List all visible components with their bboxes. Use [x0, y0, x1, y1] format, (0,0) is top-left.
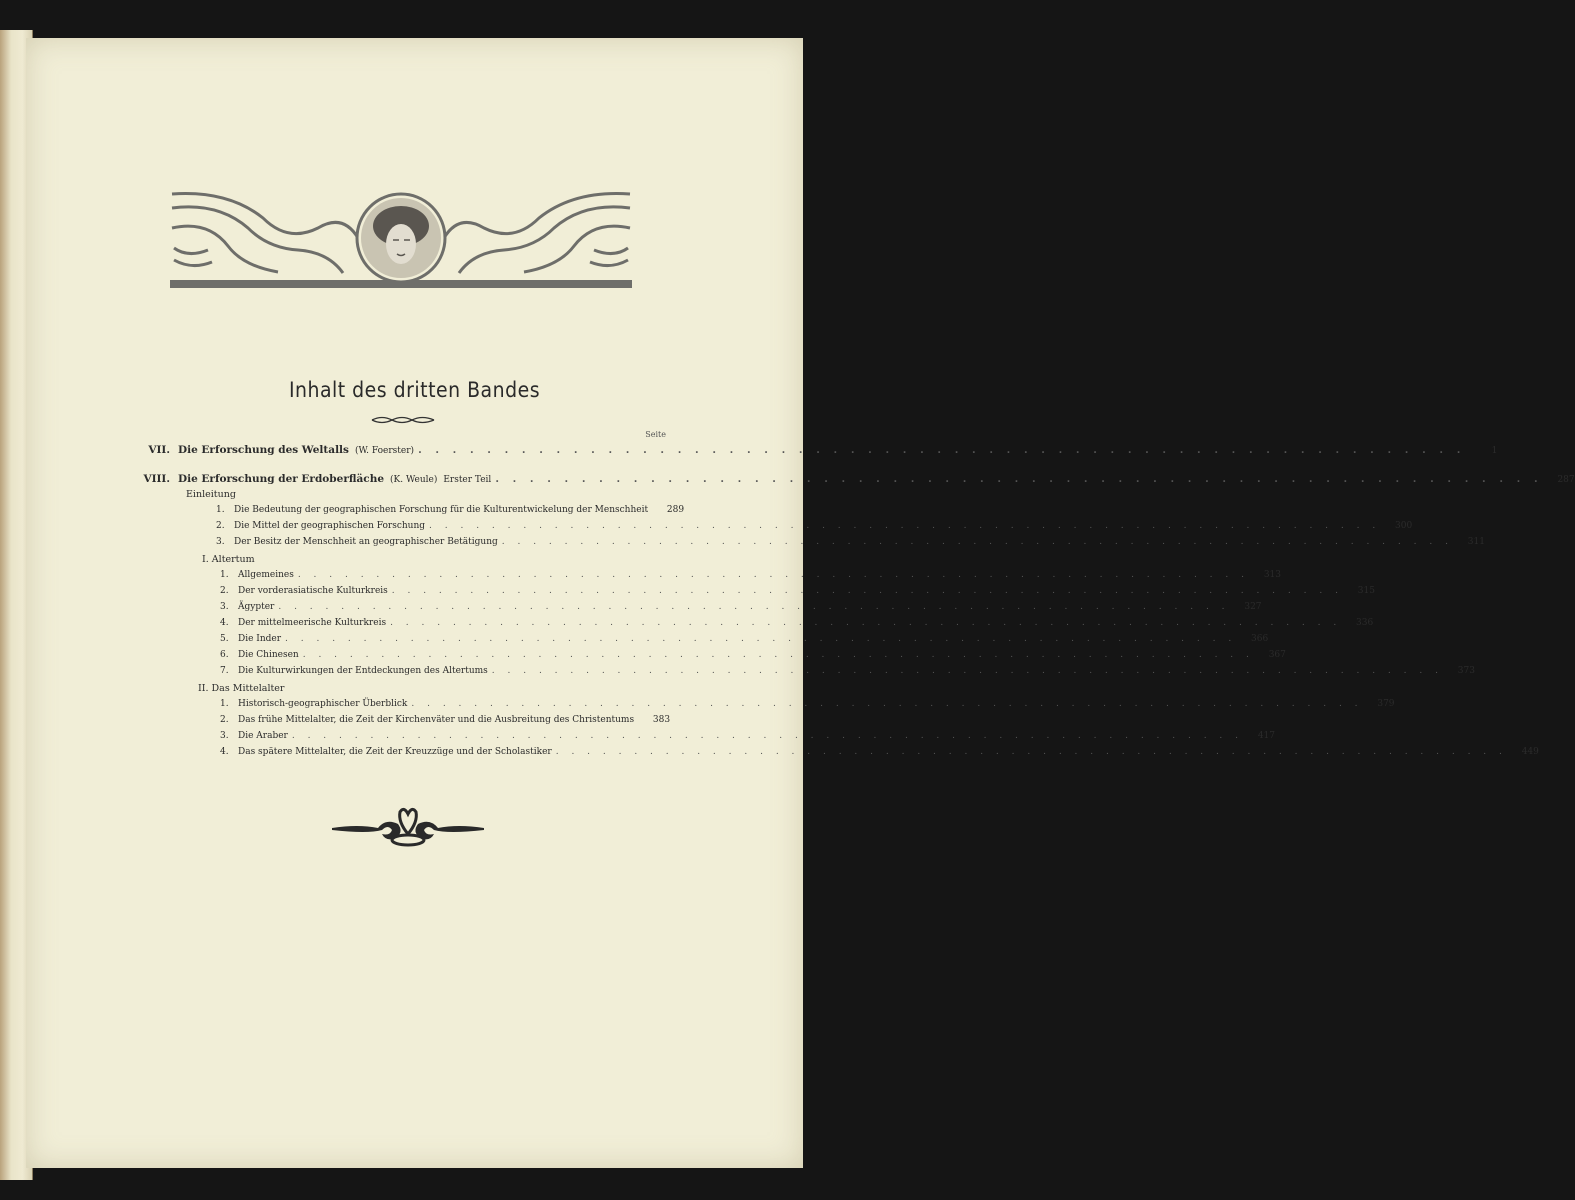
toc-entry — [220, 747, 1539, 757]
entry-title: Die Mittel der geographischen Forschung — [234, 521, 426, 531]
book-page — [26, 38, 1575, 1168]
leader-dots — [292, 731, 1243, 741]
section-heading-einleitung: Einleitung — [186, 489, 236, 500]
entry-number: 4. — [220, 747, 229, 757]
entry-title: Die Bedeutung der geographischen Forschung für die Kulturentwickelung der Menschheit — [234, 505, 649, 515]
leader-dots — [390, 618, 1341, 628]
entry-number: 1. — [220, 570, 229, 580]
entry-number: 2. — [220, 586, 229, 596]
page-number: 379 — [1377, 699, 1395, 709]
entry-title: Ägypter — [238, 602, 275, 612]
page-number: 315 — [1357, 586, 1375, 596]
leader-dots — [298, 570, 1249, 580]
page-number: 367 — [1268, 650, 1286, 660]
entry-title: Die Inder — [238, 634, 282, 644]
entry-title: Historisch-geographischer Überblick — [238, 699, 408, 709]
entry-number: 3. — [220, 731, 229, 741]
entry-number: 7. — [220, 666, 229, 676]
toc-entry — [216, 537, 1485, 547]
toc-entry — [220, 618, 1374, 628]
page-number: 366 — [1251, 634, 1269, 644]
portrait-face — [386, 224, 416, 264]
entry-number: 2. — [216, 521, 225, 531]
page-number: 383 — [652, 715, 671, 725]
entry-number: 1. — [216, 505, 225, 515]
toc-entry — [220, 586, 1375, 596]
entry-title: Der vorderasiatische Kulturkreis — [238, 586, 388, 596]
part-title: Die Erforschung der Erdoberfläche — [178, 473, 385, 485]
entry-title: Die Chinesen — [238, 650, 299, 660]
page-number: 313 — [1263, 570, 1281, 580]
entry-title: Der Besitz der Menschheit an geographischer Betätigung — [234, 537, 498, 547]
entry-title: Die Araber — [238, 731, 288, 741]
leader-dots — [495, 473, 1542, 485]
entry-number: 2. — [220, 715, 229, 725]
entry-number: 1. — [220, 699, 229, 709]
toc-entry — [220, 650, 1286, 660]
part-numeral: VIII. — [143, 473, 170, 485]
toc-entry — [220, 731, 1276, 741]
leader-dots — [392, 586, 1343, 596]
entry-title: Die Kulturwirkungen der Entdeckungen des Altertums — [238, 666, 488, 676]
toc-entry — [220, 699, 1395, 709]
entry-title: Das frühe Mittelalter, die Zeit der Kirchenväter und die Ausbreitung des Christentums — [238, 715, 635, 725]
part-title: Die Erforschung des Weltalls — [178, 444, 349, 456]
entry-title: Der mittelmeerische Kulturkreis — [238, 618, 387, 628]
toc-entry — [216, 521, 1413, 531]
leader-dots — [303, 650, 1254, 660]
page-number: 289 — [666, 505, 685, 515]
entry-number: 5. — [220, 634, 229, 644]
leader-dots — [418, 444, 1465, 456]
part-numeral: VII. — [148, 444, 170, 456]
page-number: 300 — [1395, 521, 1413, 531]
page-number: 336 — [1356, 618, 1374, 628]
toc-title: Inhalt des dritten Bandes — [288, 378, 541, 402]
toc-entry-part-vii — [122, 444, 1498, 456]
page-number: 373 — [1457, 666, 1475, 676]
page-number: 327 — [1244, 602, 1262, 612]
tailpiece-ornament — [328, 804, 488, 848]
toc-entry — [220, 634, 1269, 644]
page-number: 417 — [1257, 731, 1276, 741]
title-flourish-ornament — [370, 415, 436, 425]
headpiece-ornament — [168, 188, 634, 290]
entry-number: 6. — [220, 650, 229, 660]
leader-dots — [285, 634, 1236, 644]
leader-dots — [492, 666, 1443, 676]
page-column-label: Seite — [645, 430, 666, 439]
page-number: 287 — [1557, 475, 1575, 485]
part-author: (K. Weule) — [390, 475, 438, 485]
leader-dots — [502, 537, 1453, 547]
entry-number: 3. — [220, 602, 229, 612]
page-number: 311 — [1467, 537, 1485, 547]
toc-entry — [216, 505, 685, 515]
entry-title: Das spätere Mittelalter, die Zeit der Kreuzzüge und der Scholastiker — [238, 747, 552, 757]
toc-entry — [220, 715, 671, 725]
entry-title: Allgemeines — [238, 570, 294, 580]
part-label: Erster Teil — [443, 475, 492, 485]
leader-dots — [411, 699, 1362, 709]
part-author: (W. Foerster) — [354, 446, 415, 456]
page-number: 1 — [1491, 446, 1498, 456]
page-number: 449 — [1521, 747, 1539, 757]
toc-entry — [220, 666, 1475, 676]
entry-number: 3. — [216, 537, 225, 547]
section-heading-mittelalter: II. Das Mittelalter — [198, 683, 285, 694]
toc-entry — [220, 570, 1281, 580]
toc-entry — [220, 602, 1262, 612]
leader-dots — [429, 521, 1380, 531]
section-heading-altertum: I. Altertum — [202, 554, 255, 565]
leader-dots — [556, 747, 1507, 757]
entry-number: 4. — [220, 618, 229, 628]
toc-entry-part-viii — [122, 473, 1575, 485]
leader-dots — [278, 602, 1229, 612]
